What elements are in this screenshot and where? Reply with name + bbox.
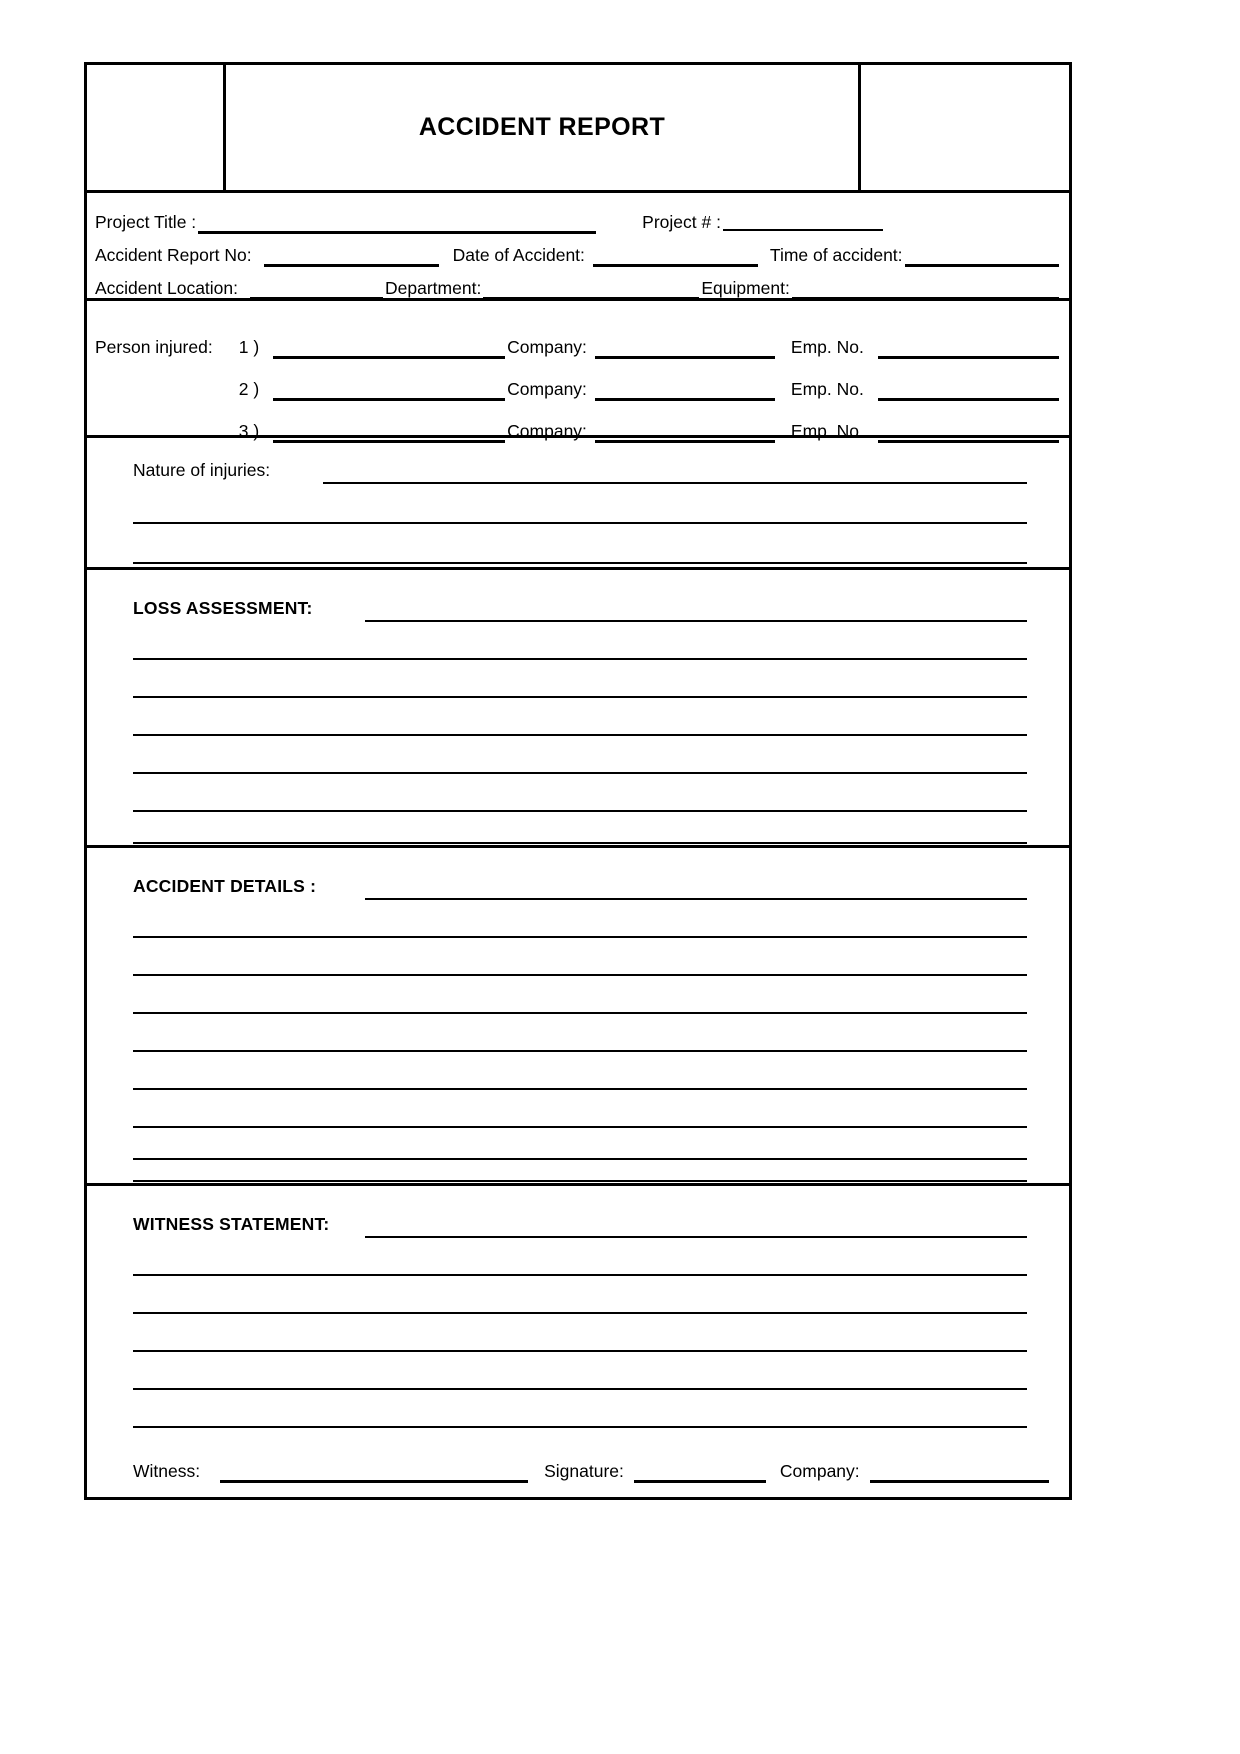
ruled-line[interactable] [133, 1088, 1027, 1090]
date-of-accident-label: Date of Accident: [452, 245, 585, 265]
witness-signature-input[interactable] [634, 1465, 766, 1483]
injured-row-index: 1 ) [238, 337, 260, 357]
loss-assessment-section [87, 570, 1069, 848]
emp-no-label-3: Emp. No. [790, 421, 864, 441]
injured-company-input-1[interactable] [595, 341, 775, 359]
accident-details-section [87, 848, 1069, 1186]
emp-no-label-2: Emp. No. [790, 379, 864, 399]
injured-person-row [95, 359, 1061, 401]
ruled-line[interactable] [365, 1236, 1027, 1238]
ruled-line[interactable] [133, 562, 1027, 564]
signature-label: Signature: [544, 1461, 624, 1481]
accident-report-form [84, 62, 1072, 1500]
ruled-line[interactable] [133, 842, 1027, 844]
emp-no-label-1: Emp. No. [790, 337, 864, 357]
witness-statement-label: WITNESS STATEMENT: [133, 1214, 330, 1234]
witness-label: Witness: [133, 1461, 201, 1481]
accident-report-no-row [95, 234, 1061, 267]
ruled-line[interactable] [133, 1050, 1027, 1052]
company-label-2: Company: [507, 379, 587, 399]
company-label-1: Company: [507, 337, 587, 357]
ruled-line[interactable] [133, 974, 1027, 976]
witness-company-input[interactable] [870, 1465, 1049, 1483]
department-label: Department: [385, 278, 482, 298]
witness-signature-row [87, 1453, 1069, 1483]
page-title: ACCIDENT REPORT [418, 113, 666, 141]
witness-company-label: Company: [779, 1461, 860, 1481]
ruled-line[interactable] [133, 1012, 1027, 1014]
accident-report-no-input[interactable] [264, 249, 439, 267]
project-title-label: Project Title : [95, 212, 197, 232]
ruled-line[interactable] [133, 734, 1027, 736]
project-title-row [95, 201, 1061, 234]
accident-location-label: Accident Location: [95, 278, 239, 298]
ruled-line[interactable] [133, 658, 1027, 660]
equipment-input[interactable] [792, 282, 1059, 300]
injured-person-row [95, 401, 1061, 443]
injured-row-index: 3 ) [238, 421, 260, 441]
ruled-line[interactable] [365, 620, 1027, 622]
injured-name-input-2[interactable] [273, 383, 505, 401]
project-number-label: Project # : [642, 212, 721, 232]
form-header [87, 65, 1069, 193]
accident-report-no-label: Accident Report No: [95, 245, 252, 265]
company-label-3: Company: [507, 421, 587, 441]
injured-emp-no-input-1[interactable] [878, 341, 1059, 359]
person-injured-label: Person injured: [95, 337, 213, 357]
loss-assessment-writing-area[interactable] [87, 570, 1069, 845]
ruled-line[interactable] [133, 1426, 1027, 1428]
ruled-line[interactable] [133, 1126, 1027, 1128]
ruled-line[interactable] [133, 772, 1027, 774]
ruled-line[interactable] [133, 1312, 1027, 1314]
witness-statement-section [87, 1186, 1069, 1497]
loss-assessment-label: LOSS ASSESSMENT: [133, 598, 313, 618]
injured-emp-no-input-2[interactable] [878, 383, 1059, 401]
injured-person-row [95, 317, 1061, 359]
project-number-input[interactable] [723, 213, 883, 231]
ruled-line[interactable] [133, 1350, 1027, 1352]
header-revision-cell [861, 65, 1069, 190]
injured-company-input-2[interactable] [595, 383, 775, 401]
witness-statement-writing-area[interactable] [87, 1186, 1069, 1497]
project-info-section [87, 193, 1069, 301]
project-title-input[interactable] [198, 216, 596, 234]
ruled-line[interactable] [133, 1180, 1027, 1182]
ruled-line[interactable] [133, 522, 1027, 524]
nature-of-injuries-section [87, 438, 1069, 570]
accident-details-writing-area[interactable] [87, 848, 1069, 1183]
accident-location-row [95, 267, 1061, 300]
equipment-label: Equipment: [701, 278, 790, 298]
injured-persons-section [87, 301, 1069, 441]
nature-of-injuries-writing-area[interactable] [87, 438, 1069, 567]
injured-row-index: 2 ) [238, 379, 260, 399]
ruled-line[interactable] [133, 936, 1027, 938]
time-of-accident-label: Time of accident: [769, 245, 903, 265]
ruled-line[interactable] [133, 1274, 1027, 1276]
accident-location-input[interactable] [250, 282, 383, 300]
date-of-accident-input[interactable] [593, 249, 758, 267]
ruled-line[interactable] [133, 1158, 1027, 1160]
ruled-line[interactable] [133, 1388, 1027, 1390]
header-title-cell [226, 65, 861, 190]
ruled-line[interactable] [133, 696, 1027, 698]
ruled-line[interactable] [323, 482, 1027, 484]
witness-name-input[interactable] [220, 1465, 528, 1483]
department-input[interactable] [483, 282, 699, 300]
ruled-line[interactable] [133, 810, 1027, 812]
ruled-line[interactable] [365, 898, 1027, 900]
nature-of-injuries-label: Nature of injuries: [133, 460, 271, 480]
header-logo-cell [87, 65, 226, 190]
time-of-accident-input[interactable] [905, 249, 1059, 267]
accident-details-label: ACCIDENT DETAILS : [133, 876, 317, 896]
injured-name-input-1[interactable] [273, 341, 505, 359]
